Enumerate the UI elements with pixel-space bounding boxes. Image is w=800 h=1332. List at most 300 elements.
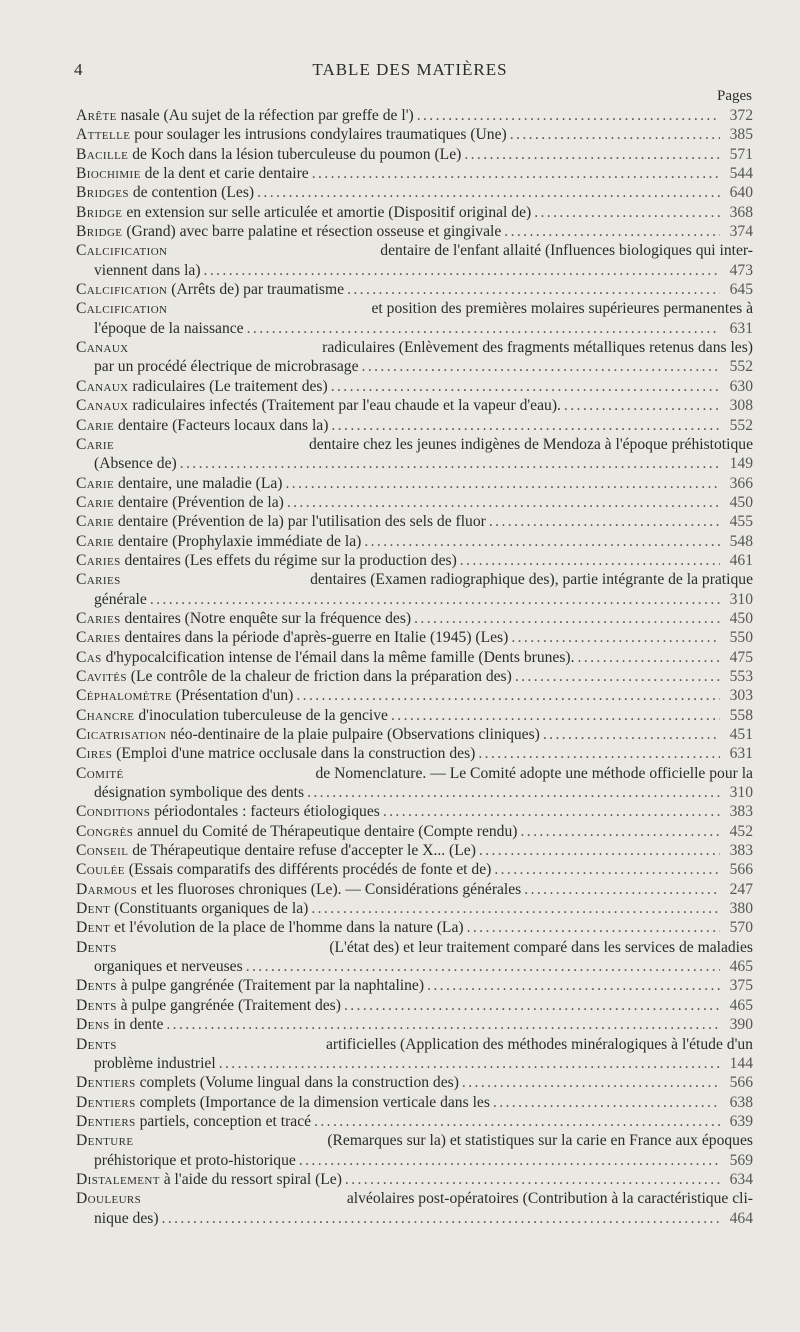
toc-entry-text: nique des) <box>94 1209 159 1227</box>
toc-entry <box>76 609 753 628</box>
toc-entry-line <box>76 435 753 454</box>
toc-entry-line <box>76 551 753 570</box>
pages-column-label: Pages <box>717 88 752 104</box>
toc-entry <box>76 416 753 435</box>
toc-entry-page: 144 <box>729 1054 753 1072</box>
toc-entry <box>76 706 753 725</box>
toc-entry-text: dentaires (Examen radiographique des), partie intégrante de la pratique <box>310 571 753 589</box>
toc-entry-text: radiculaires infectés (Traitement par l'eau chaude et la vapeur d'eau). <box>132 397 561 415</box>
toc-entry-text: à pulpe gangrénée (Traitement des) <box>120 996 341 1014</box>
toc-entry-text: l'époque de la naissance <box>94 319 244 337</box>
toc-entry <box>76 764 753 803</box>
toc-entry-heading: Canaux <box>76 397 129 415</box>
toc-entry <box>76 106 753 125</box>
toc-entry-text: désignation symbolique des dents <box>94 784 305 802</box>
leader-dots <box>286 474 721 493</box>
toc-entry-line <box>76 1131 753 1150</box>
toc-entry-heading: Carie <box>76 532 115 550</box>
toc-entry <box>76 1073 753 1092</box>
toc-entry-line <box>76 783 753 802</box>
toc-entry-line <box>76 976 753 995</box>
toc-entry-page: 450 <box>729 493 753 511</box>
toc-entry-text: par un procédé électrique de microbrasage <box>94 358 359 376</box>
toc-entry-line <box>76 396 753 415</box>
leader-dots <box>564 396 720 415</box>
leader-dots <box>257 183 720 202</box>
toc-entry-text: d'hypocalcification intense de l'émail dans la même famille (Dents brunes). <box>105 648 575 666</box>
toc-entry-text: viennent dans la) <box>94 261 201 279</box>
leader-dots <box>204 261 720 280</box>
toc-entry-heading: Dents <box>76 977 117 995</box>
toc-entry-line <box>76 183 753 202</box>
toc-entry-line <box>76 841 753 860</box>
toc-entry-heading: Bridge <box>76 223 123 241</box>
toc-entry <box>76 493 753 512</box>
page-number: 4 <box>74 60 83 79</box>
toc-entry-line <box>76 899 753 918</box>
toc-entry-text: dentaire, une maladie (La) <box>117 474 283 492</box>
leader-dots <box>331 416 720 435</box>
toc-entry-heading: Bacille <box>76 145 129 163</box>
toc-entry-text: d'inoculation tuberculeuse de la gencive <box>138 706 388 724</box>
toc-entry-page: 553 <box>729 667 753 685</box>
toc-entry <box>76 918 753 937</box>
toc-entry-line <box>76 474 753 493</box>
toc-entry-page: 303 <box>729 687 753 705</box>
toc-entry-text: (Le contrôle de la chaleur de friction dans la préparation des) <box>130 667 512 685</box>
toc-entry-text: (Arrêts de) par traumatisme <box>171 281 345 299</box>
toc-entry <box>76 667 753 686</box>
toc-entry-text: alvéolaires post-opératoires (Contribution à la caractéristique cli- <box>346 1190 753 1208</box>
toc-entry <box>76 222 753 241</box>
toc-entry-line <box>76 1112 753 1131</box>
toc-entry-text: de Koch dans la lésion tuberculeuse du poumon (Le) <box>132 145 462 163</box>
leader-dots <box>296 686 720 705</box>
toc-entry-text: problème industriel <box>94 1054 216 1072</box>
toc-entry-text: dentaire (Prophylaxie immédiate de la) <box>117 532 362 550</box>
toc-entry-page: 310 <box>729 590 753 608</box>
toc-entry-line <box>76 1209 753 1228</box>
toc-entry-heading: Cavités <box>76 667 127 685</box>
toc-entry-line <box>76 454 753 473</box>
toc-entry-text: de Nomenclature. — Le Comité adopte une méthode officielle pour la <box>315 764 753 782</box>
toc-entry-heading: Carie <box>76 416 115 434</box>
toc-entry-page: 464 <box>729 1209 753 1227</box>
toc-entry-line <box>76 880 753 899</box>
toc-entry-line <box>76 764 753 783</box>
toc-entry-heading: Calcification <box>76 300 168 318</box>
leader-dots <box>166 1015 720 1034</box>
toc-entry-line <box>76 725 753 744</box>
toc-entry <box>76 822 753 841</box>
toc-entry-page: 366 <box>729 474 753 492</box>
toc-entry-heading: Douleurs <box>76 1190 142 1208</box>
toc-entry-page: 631 <box>729 745 753 763</box>
leader-dots <box>464 145 720 164</box>
toc-entry <box>76 976 753 995</box>
toc-entry <box>76 377 753 396</box>
leader-dots <box>219 1054 720 1073</box>
leader-dots <box>427 976 720 995</box>
toc-entry-page: 571 <box>729 145 753 163</box>
toc-entry-text: dentaire de l'enfant allaité (Influences biologiques qui inter- <box>380 242 753 260</box>
toc-entry-line <box>76 532 753 551</box>
toc-entry-text: dentaire (Prévention de la) <box>117 493 284 511</box>
toc-entry-heading: Carie <box>76 493 115 511</box>
toc-entry <box>76 299 753 338</box>
toc-entry-text: radiculaires (Enlèvement des fragments métalliques retenus dans les) <box>322 339 753 357</box>
toc-entry-line <box>76 938 753 957</box>
toc-entry-text: et position des premières molaires supérieures permanentes à <box>371 300 753 318</box>
toc-entry-text: dentaires dans la période d'après-guerre en Italie (1945) (Les) <box>124 629 509 647</box>
toc-entry-page: 461 <box>729 551 753 569</box>
toc-entry <box>76 280 753 299</box>
toc-entry-page: 634 <box>729 1170 753 1188</box>
toc-entry-heading: Carie <box>76 435 115 453</box>
toc-entry-heading: Dent <box>76 900 111 918</box>
toc-entry <box>76 512 753 531</box>
toc-entry <box>76 686 753 705</box>
toc-entry <box>76 938 753 977</box>
toc-entry-line <box>76 1054 753 1073</box>
toc-entry-heading: Darmous <box>76 880 138 898</box>
toc-entry-text: (Constituants organiques de la) <box>114 900 309 918</box>
toc-entry-page: 380 <box>729 900 753 918</box>
toc-entry <box>76 145 753 164</box>
toc-entry-heading: Dens <box>76 1016 110 1034</box>
toc-entry-text: en extension sur selle articulée et amortie (Dispositif original de) <box>126 203 532 221</box>
toc-entry-heading: Dents <box>76 996 117 1014</box>
page-title: TABLE DES MATIÈRES <box>312 60 508 79</box>
toc-entry-heading: Dentiers <box>76 1074 136 1092</box>
toc-entry-heading: Conditions <box>76 803 151 821</box>
toc-entry-line <box>76 667 753 686</box>
toc-entry-heading: Dentiers <box>76 1093 136 1111</box>
toc-entry-page: 570 <box>729 919 753 937</box>
leader-dots <box>345 1170 720 1189</box>
leader-dots <box>417 106 720 125</box>
toc-entry-text: (Emploi d'une matrice occlusale dans la construction des) <box>116 745 476 763</box>
toc-entry-text: complets (Volume lingual dans la construction des) <box>139 1074 459 1092</box>
toc-entry-page: 455 <box>729 513 753 531</box>
toc-entry-page: 465 <box>729 958 753 976</box>
toc-entry-page: 630 <box>729 377 753 395</box>
toc-entry-page: 247 <box>729 880 753 898</box>
toc-entry-text: de la dent et carie dentaire <box>144 165 309 183</box>
toc-entry-text: nasale (Au sujet de la réfection par greffe de l') <box>120 107 414 124</box>
toc-entry-text: in dente <box>113 1016 164 1034</box>
toc-entry-line <box>76 280 753 299</box>
toc-entry <box>76 899 753 918</box>
leader-dots <box>578 648 720 667</box>
toc-entry-text: générale <box>94 590 147 608</box>
toc-entry-heading: Cires <box>76 745 113 763</box>
toc-entry-heading: Cicatrisation <box>76 726 167 743</box>
leader-dots <box>331 377 720 396</box>
leader-dots <box>489 512 720 531</box>
toc-entry-page: 569 <box>729 1151 753 1169</box>
toc-entry-heading: Dents <box>76 938 117 956</box>
leader-dots <box>311 899 720 918</box>
leader-dots <box>287 493 720 512</box>
toc-entry <box>76 648 753 667</box>
toc-entry-heading: Dents <box>76 1035 117 1053</box>
toc-entry-page: 544 <box>729 165 753 183</box>
toc-entry-heading: Calcification <box>76 281 168 299</box>
leader-dots <box>543 725 720 744</box>
toc-entry-heading: Caries <box>76 629 121 647</box>
toc-entry-line <box>76 609 753 628</box>
leader-dots <box>493 1093 720 1112</box>
toc-entry-line <box>76 686 753 705</box>
leader-dots <box>344 996 720 1015</box>
table-of-contents <box>76 106 753 1228</box>
toc-entry-page: 374 <box>729 223 753 241</box>
toc-entry-line <box>76 512 753 531</box>
toc-entry <box>76 338 753 377</box>
leader-dots <box>467 918 720 937</box>
toc-entry-text: complets (Importance de la dimension verticale dans les <box>139 1093 490 1111</box>
toc-entry-line <box>76 1015 753 1034</box>
toc-entry-line <box>76 648 753 667</box>
toc-entry-text: et les fluoroses chroniques (Le). — Considérations générales <box>141 880 522 898</box>
toc-entry-heading: Denture <box>76 1132 134 1150</box>
toc-entry-line <box>76 241 753 260</box>
toc-entry-line <box>76 957 753 976</box>
leader-dots <box>524 880 720 899</box>
toc-entry-text: (Absence de) <box>94 455 177 473</box>
toc-entry <box>76 183 753 202</box>
toc-entry-text: de Thérapeutique dentaire refuse d'accepter le X... (Le) <box>132 842 476 860</box>
toc-entry-text: dentaires (Notre enquête sur la fréquence des) <box>124 609 412 627</box>
toc-entry <box>76 802 753 821</box>
leader-dots <box>510 125 720 144</box>
toc-entry-page: 639 <box>729 1112 753 1130</box>
toc-entry-heading: Distalement <box>76 1170 160 1188</box>
toc-entry-page: 475 <box>729 648 753 666</box>
toc-entry-text: dentaire (Facteurs locaux dans la) <box>117 416 329 434</box>
toc-entry-line <box>76 299 753 318</box>
leader-dots <box>391 706 720 725</box>
toc-entry-page: 566 <box>729 1074 753 1092</box>
toc-entry <box>76 1035 753 1074</box>
leader-dots <box>414 609 720 628</box>
toc-entry-line <box>76 106 753 125</box>
toc-entry-line <box>76 319 753 338</box>
toc-entry <box>76 435 753 474</box>
toc-entry-line <box>76 628 753 647</box>
leader-dots <box>314 1112 720 1131</box>
toc-entry-line <box>76 125 753 144</box>
toc-entry <box>76 125 753 144</box>
toc-entry-line <box>76 1170 753 1189</box>
toc-entry-page: 308 <box>729 397 753 415</box>
toc-entry-heading: Congrès <box>76 822 134 840</box>
toc-entry-line <box>76 706 753 725</box>
toc-entry-line <box>76 860 753 879</box>
toc-entry-line <box>76 357 753 376</box>
toc-entry-heading: Céphalomètre <box>76 687 172 705</box>
toc-entry-page: 372 <box>729 107 753 124</box>
toc-entry-heading: Dentiers <box>76 1112 136 1130</box>
toc-entry-line <box>76 1093 753 1112</box>
toc-entry-line <box>76 822 753 841</box>
leader-dots <box>479 841 720 860</box>
toc-entry-heading: Cas <box>76 648 102 666</box>
toc-entry-text: organiques et nerveuses <box>94 958 243 976</box>
leader-dots <box>520 822 720 841</box>
toc-entry-line <box>76 164 753 183</box>
toc-entry-line <box>76 1189 753 1208</box>
toc-entry <box>76 996 753 1015</box>
toc-entry-page: 310 <box>729 784 753 802</box>
leader-dots <box>246 957 720 976</box>
toc-entry-line <box>76 377 753 396</box>
toc-entry-text: à l'aide du ressort spiral (Le) <box>163 1170 342 1188</box>
toc-entry <box>76 1112 753 1131</box>
leader-dots <box>362 357 720 376</box>
toc-entry-line <box>76 570 753 589</box>
toc-entry <box>76 1015 753 1034</box>
toc-entry-page: 450 <box>729 609 753 627</box>
toc-entry-page: 383 <box>729 803 753 821</box>
toc-entry <box>76 164 753 183</box>
toc-entry-heading: Caries <box>76 551 121 569</box>
toc-entry-line <box>76 145 753 164</box>
toc-entry-text: pour soulager les intrusions condylaires traumatiques (Une) <box>134 126 507 144</box>
toc-entry <box>76 725 753 744</box>
leader-dots <box>460 551 720 570</box>
toc-entry-line <box>76 590 753 609</box>
leader-dots <box>247 319 720 338</box>
leader-dots <box>478 744 720 763</box>
toc-entry-line <box>76 918 753 937</box>
toc-entry-page: 473 <box>729 261 753 279</box>
toc-entry-heading: Carie <box>76 513 115 531</box>
toc-entry-line <box>76 744 753 763</box>
toc-entry <box>76 1131 753 1170</box>
toc-entry-heading: Conseil <box>76 842 129 860</box>
toc-entry-text: (Grand) avec barre palatine et résection osseuse et gingivale <box>126 223 502 241</box>
toc-entry-page: 631 <box>729 319 753 337</box>
toc-entry-heading: Dent <box>76 919 111 937</box>
toc-entry-heading: Canaux <box>76 339 129 357</box>
leader-dots <box>307 783 720 802</box>
leader-dots <box>494 860 720 879</box>
toc-entry-line <box>76 416 753 435</box>
toc-entry-line <box>76 338 753 357</box>
toc-entry-text: et l'évolution de la place de l'homme dans la nature (La) <box>114 919 464 937</box>
toc-entry-heading: Caries <box>76 571 121 589</box>
toc-entry <box>76 860 753 879</box>
toc-entry-page: 552 <box>729 416 753 434</box>
toc-entry-page: 640 <box>729 184 753 202</box>
toc-entry <box>76 880 753 899</box>
toc-entry <box>76 1170 753 1189</box>
toc-entry-heading: Comité <box>76 764 124 782</box>
leader-dots <box>299 1151 720 1170</box>
toc-entry-text: (L'état des) et leur traitement comparé dans les services de maladies <box>329 938 753 956</box>
toc-entry-line <box>76 802 753 821</box>
toc-entry-heading: Attelle <box>76 126 131 144</box>
leader-dots <box>462 1073 720 1092</box>
toc-entry <box>76 532 753 551</box>
toc-entry-text: (Essais comparatifs des différents procédés de fonte et de) <box>128 861 492 879</box>
toc-entry-line <box>76 493 753 512</box>
toc-entry-heading: Biochimie <box>76 165 141 183</box>
toc-entry-page: 550 <box>729 629 753 647</box>
toc-entry-text: dentaire (Prévention de la) par l'utilisation des sels de fluor <box>117 513 486 531</box>
toc-entry <box>76 841 753 860</box>
toc-entry-text: périodontales : facteurs étiologiques <box>154 803 380 821</box>
toc-entry-heading: Canaux <box>76 377 129 395</box>
toc-entry-heading: Caries <box>76 609 121 627</box>
toc-entry-line <box>76 261 753 280</box>
toc-entry-text: annuel du Comité de Thérapeutique dentaire (Compte rendu) <box>137 822 518 840</box>
leader-dots <box>162 1209 720 1228</box>
leader-dots <box>511 628 720 647</box>
toc-entry-heading: Chancre <box>76 706 135 724</box>
toc-entry-page: 368 <box>729 203 753 221</box>
toc-entry-page: 645 <box>729 281 753 299</box>
toc-entry-page: 548 <box>729 532 753 550</box>
toc-entry <box>76 628 753 647</box>
toc-entry-text: néo-dentinaire de la plaie pulpaire (Observations cliniques) <box>170 726 540 743</box>
toc-entry-text: de contention (Les) <box>132 184 255 202</box>
toc-entry-text: radiculaires (Le traitement des) <box>132 377 328 395</box>
toc-entry-page: 465 <box>729 996 753 1014</box>
leader-dots <box>150 590 720 609</box>
leader-dots <box>180 454 720 473</box>
toc-entry-line <box>76 1035 753 1054</box>
leader-dots <box>347 280 720 299</box>
toc-entry <box>76 241 753 280</box>
toc-entry <box>76 474 753 493</box>
toc-entry-page: 390 <box>729 1016 753 1034</box>
leader-dots <box>534 203 720 222</box>
toc-entry <box>76 396 753 415</box>
toc-entry-heading: Coulée <box>76 861 125 879</box>
toc-entry-page: 638 <box>729 1093 753 1111</box>
toc-entry-text: à pulpe gangrénée (Traitement par la naphtaline) <box>120 977 425 995</box>
toc-entry <box>76 203 753 222</box>
toc-entry-page: 149 <box>729 455 753 473</box>
toc-entry-page: 383 <box>729 842 753 860</box>
toc-entry-line <box>76 1151 753 1170</box>
toc-entry-text: partiels, conception et tracé <box>139 1112 312 1130</box>
toc-entry-text: (Remarques sur la) et statistiques sur la carie en France aux époques <box>327 1132 753 1150</box>
toc-entry-text: artificielles (Application des méthodes minéralogiques à l'étude d'un <box>326 1035 753 1053</box>
toc-entry-page: 558 <box>729 706 753 724</box>
toc-entry <box>76 1189 753 1228</box>
toc-entry-heading: Calcification <box>76 242 168 260</box>
leader-dots <box>312 164 720 183</box>
toc-entry-page: 452 <box>729 822 753 840</box>
toc-entry-line <box>76 203 753 222</box>
toc-entry-page: 451 <box>729 726 753 743</box>
toc-entry <box>76 570 753 609</box>
toc-entry-heading: Carie <box>76 474 115 492</box>
toc-entry-heading: Bridges <box>76 184 129 202</box>
toc-entry <box>76 1093 753 1112</box>
toc-entry-text: dentaires (Les effets du régime sur la production des) <box>124 551 457 569</box>
toc-entry-page: 566 <box>729 861 753 879</box>
leader-dots <box>515 667 720 686</box>
toc-entry <box>76 551 753 570</box>
toc-entry-line <box>76 1073 753 1092</box>
leader-dots <box>504 222 720 241</box>
toc-entry-page: 385 <box>729 126 753 144</box>
